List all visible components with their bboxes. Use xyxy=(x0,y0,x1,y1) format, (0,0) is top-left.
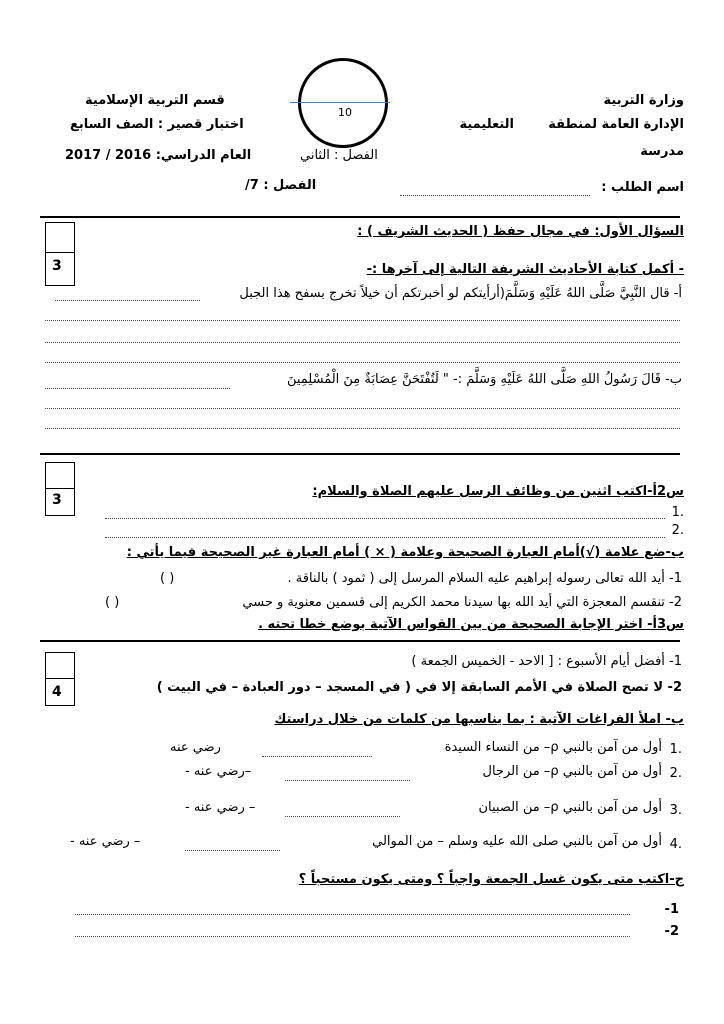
fill-2-field[interactable] xyxy=(285,780,410,781)
exam-label: اختبار قصير : الصف السابع xyxy=(70,117,244,132)
fill-1-field[interactable] xyxy=(262,756,372,757)
admin-label-2: التعليمية xyxy=(459,117,514,132)
q1-a-field-2[interactable] xyxy=(45,320,680,321)
q3-rule xyxy=(40,640,680,642)
year-label: العام الدراسي: 2016 / 2017 xyxy=(65,148,252,163)
student-name-label: اسم الطلب : xyxy=(601,180,684,195)
fill-num-4: 4. xyxy=(669,837,682,852)
class-label: الفصل : 7/ xyxy=(245,178,317,193)
q3-choice-2: 2- لا تصح الصلاة في الأمم السابقة إلا في ( في المسجد – دور العبادة – في البيت ) xyxy=(156,680,682,695)
fill-2-suffix: –رضي عنه - xyxy=(185,764,252,779)
q1-instruction: - أكمل كتابة الأحاديث الشريفة التالية إلى آخرها :- xyxy=(366,262,684,277)
score-circle xyxy=(298,58,388,148)
q1-rule xyxy=(40,453,680,455)
q2-b-title: ب-ضع علامة (√)أمام العبارة الصحيحة وعلامة ( × ) أمام العبارة غير الصحيحة فيما يأتي : xyxy=(126,545,684,560)
fill-4-suffix: – رضي عنه - xyxy=(70,834,141,849)
q2-b-1-answer[interactable]: ( ) xyxy=(160,571,175,586)
q3-box-divider xyxy=(45,678,75,679)
q2-b-2-answer[interactable]: ( ) xyxy=(105,595,120,610)
dept-label: قسم التربية الإسلامية xyxy=(85,93,225,108)
fill-2-prefix: أول من آمن بالنبي ρ– من الرجال xyxy=(482,764,662,779)
q3-c-field-1[interactable] xyxy=(75,914,630,915)
header-rule xyxy=(40,216,680,218)
fill-3-prefix: أول من آمن بالنبي ρ– من الصبيان xyxy=(478,800,662,815)
q1-a-field-4[interactable] xyxy=(45,362,680,363)
q3-b-title: ب- املأ الفراغات الآتية : بما يناسبها من كلمات من خلال دراستك xyxy=(274,712,684,727)
fill-num-3: 3. xyxy=(669,803,682,818)
q3-choice-1: 1- أفضل أيام الأسبوع : [ الاحد - الخميس الجمعة ) xyxy=(411,654,682,669)
q2-field-1[interactable] xyxy=(105,518,665,519)
total-score: 10 xyxy=(338,106,352,119)
fill-num-1: 1. xyxy=(669,742,682,757)
fill-1-suffix: رضي عنه xyxy=(170,740,221,755)
q1-b-field-3[interactable] xyxy=(45,428,680,429)
student-name-field[interactable] xyxy=(400,195,590,196)
fill-3-suffix: – رضي عنه - xyxy=(185,800,256,815)
school-label: مدرسة xyxy=(640,144,684,159)
term-label: الفصل : الثاني xyxy=(300,148,378,163)
q1-b-field-1[interactable] xyxy=(45,388,230,389)
q1-box-divider xyxy=(45,252,75,253)
q1-a-text: أ- قال النَّبِيَّ صَلَّى اللهُ عَلَيْهِ وَسَلَّمَ(أرأيتكم لو أخبرتكم أن خيلاً تخرج بسفح هذا الجبل xyxy=(239,286,682,301)
q3-c-field-2[interactable] xyxy=(75,936,630,937)
q2-item-1: 1. xyxy=(671,505,684,520)
q1-a-field-1[interactable] xyxy=(55,300,200,301)
q3-c-title: ج-اكتب متى يكون غسل الجمعة واجباً ؟ ومتى يكون مستحباً ؟ xyxy=(298,872,684,887)
q2-b-1: 1- أيد الله تعالى رسوله إبراهيم عليه السلام المرسل إلى ( ثمود ) بالناقة . xyxy=(287,571,682,586)
q1-b-text: ب- قَالَ رَسُولُ اللهِ صَلَّى اللهُ عَلَيْهِ وَسَلَّمَ :- " لَتُفْتَحَنَّ عِصَابَةٌ مِنَ الْمُسْلِمِينَ xyxy=(286,372,682,387)
q2-title: س2أ-اكتب اثنين من وظائف الرسل عليهم الصلاة والسلام: xyxy=(312,484,684,499)
q1-a-field-3[interactable] xyxy=(45,342,680,343)
admin-label: الإدارة العامة لمنطقة xyxy=(548,117,684,132)
fill-4-field[interactable] xyxy=(185,850,280,851)
q3-c-num-1: -1 xyxy=(664,902,679,917)
ministry-label: وزارة التربية xyxy=(603,93,684,108)
q1-score-box xyxy=(45,222,75,286)
q3-c-num-2: -2 xyxy=(664,924,679,939)
fill-4-prefix: أول من آمن بالنبي صلى الله عليه وسلم – من الموالي xyxy=(372,834,662,849)
q3-score: 4 xyxy=(52,684,62,700)
q2-score: 3 xyxy=(52,492,62,508)
fill-1-prefix: أول من آمن بالنبي ρ– من النساء السيدة xyxy=(444,740,662,755)
q1-score: 3 xyxy=(52,258,62,274)
fill-3-field[interactable] xyxy=(285,816,400,817)
q2-field-2[interactable] xyxy=(105,537,665,538)
q2-b-2: 2- تنقسم المعجزة التي أيد الله بها سيدنا محمد الكريم إلى قسمين معنوية و حسي xyxy=(242,595,682,610)
q1-b-field-2[interactable] xyxy=(45,408,680,409)
circle-divider xyxy=(290,102,390,103)
q1-title: السؤال الأول: في مجال حفظ ( الحديث الشريف ) : xyxy=(357,224,684,239)
q3-title: س3أ- اختر الإجابة الصحيحة من بين القواس الآتية بوضع خطا تحته . xyxy=(258,617,684,632)
q2-item-2: 2. xyxy=(671,523,684,538)
q2-box-divider xyxy=(45,488,75,489)
fill-num-2: 2. xyxy=(669,766,682,781)
